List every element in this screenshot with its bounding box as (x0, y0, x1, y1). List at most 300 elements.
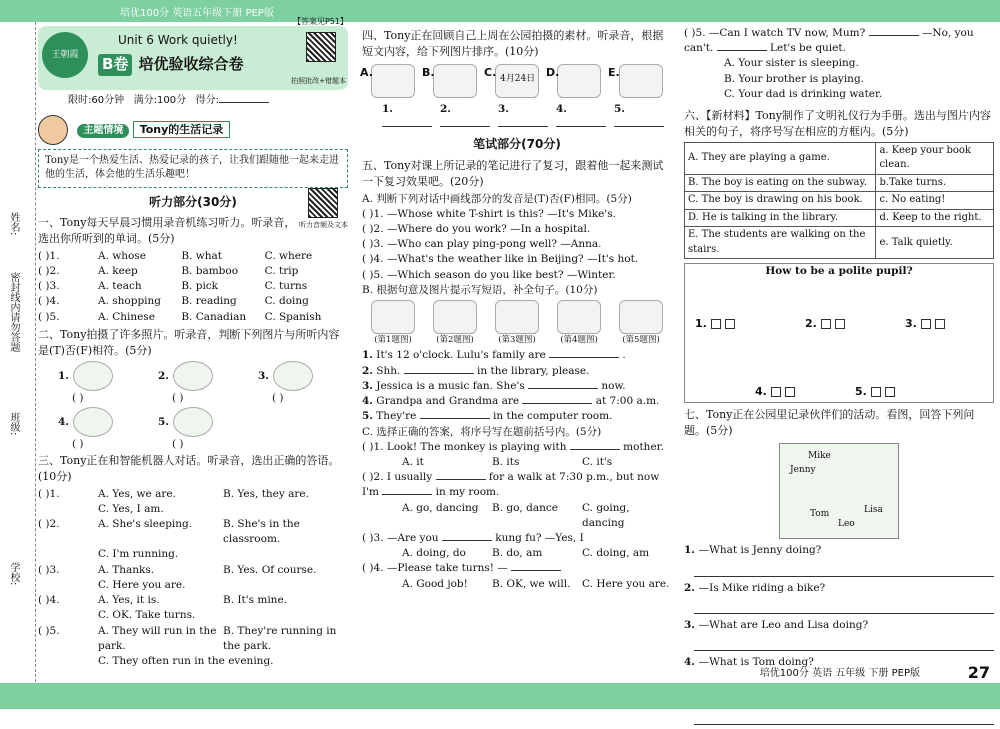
q5c-answer-field-2[interactable] (382, 494, 432, 495)
answer-brackets[interactable]: ( ) (172, 437, 184, 450)
q7-item (684, 618, 994, 633)
q6-left: A. They are playing a game. (685, 142, 876, 174)
q5b-answer-field[interactable] (420, 418, 490, 419)
q3-b: B. It's mine. (223, 594, 287, 607)
q5c-num: ( )1. (362, 440, 387, 453)
q5c-answer-field[interactable] (436, 479, 486, 480)
q2-label: 2. (158, 369, 169, 382)
q3-a: A. Yes, it is. (98, 594, 160, 607)
answer-box[interactable] (871, 387, 881, 397)
page-number: 27 (967, 663, 990, 682)
q5b-text: Shh. (372, 364, 404, 377)
q3-num: ( )5. (38, 624, 60, 637)
polite-num: 5. (855, 385, 871, 399)
q5b-picture (495, 300, 539, 334)
q5c-items (362, 440, 672, 592)
q5b-item (362, 409, 672, 424)
score-label: 得分: (195, 95, 220, 106)
q5a-item: ( )4. —What's the weather like in Beijing? —It's hot. (362, 253, 639, 266)
q5b-num: 1. (362, 349, 373, 362)
q3-b: B. They're running in the park. (223, 624, 337, 652)
theme-name: Tony的生活记录 (133, 121, 231, 139)
photo-image (173, 361, 213, 391)
polite-answer-item (905, 316, 945, 332)
tony-avatar (38, 115, 68, 145)
q5c-text: —Can I watch TV now, Mum? (708, 27, 869, 39)
photo-image (73, 361, 113, 391)
footer-text: 培优100分 英语 五年级 下册 PEP版 (759, 668, 920, 679)
q4-pic-label: B. (422, 65, 435, 79)
q4-blank-num: 4. (556, 102, 567, 115)
writing-title: 笔试部分(70分) (473, 137, 561, 152)
score-field[interactable] (219, 102, 269, 103)
q5c-options (362, 501, 672, 531)
q4-blanks (362, 102, 672, 132)
q3-c: C. I'm running. (98, 548, 179, 561)
q3-num: ( )3. (38, 563, 60, 576)
q3-a: A. She's sleeping. (98, 518, 193, 531)
q5a-item: ( )3. —Who can play ping-pong well? —Anna. (362, 238, 602, 251)
school-label: 学校: (8, 562, 19, 586)
polite-title: How to be a polite pupil? (765, 265, 913, 278)
q6-row (685, 192, 994, 210)
q5b-picture-item (619, 300, 663, 346)
unit-title: Unit 6 Work quietly! (118, 33, 238, 47)
q5c-a: A. go, dancing (402, 501, 479, 514)
q5c-text: I usually (386, 471, 436, 484)
q5b-item (362, 348, 672, 363)
q5c-answer-field[interactable] (511, 570, 561, 571)
q5b-text: It's 12 o'clock. Lulu's family are (372, 349, 550, 362)
q5c-item (362, 561, 672, 576)
q4-pictures (362, 64, 672, 98)
theme-label: 主题情境 (77, 124, 129, 139)
q1-a: A. Chinese (98, 310, 155, 323)
q5c-c: C. it's (582, 455, 613, 468)
q5b-caption: (第4题图) (560, 335, 598, 346)
q5c-b: B. go, dance (492, 501, 558, 514)
q5c-b: B. its (492, 455, 520, 468)
q2-pictures (38, 361, 348, 451)
q5b-text: Jessica is a music fan. She's (372, 379, 529, 392)
q5b-caption: (第3题图) (498, 335, 536, 346)
q4-blank (382, 102, 440, 132)
q5c-a: A. Good job! (402, 577, 468, 590)
q5c-text3: in my room. (432, 486, 500, 499)
bottom-band (0, 683, 1000, 709)
q5b-caption: (第5题图) (622, 335, 660, 346)
q5c-a: A. it (402, 455, 424, 468)
q3-item (38, 487, 348, 502)
q5b-item (362, 364, 672, 379)
q6-stem: 六、【新材料】Tony制作了文明礼仪行为手册。选出与图片内容相关的句子，将序号写在相应的方框内。(5分) (684, 109, 991, 139)
q5b-picture-item (495, 300, 539, 346)
header-title: 培优100分 英语五年级下册 PEP版 (120, 8, 274, 19)
q6-row (685, 209, 994, 227)
q4-picture (546, 64, 601, 98)
q5b-picture (619, 300, 663, 334)
answer-ref: 【答案见P51】 (292, 17, 348, 26)
q5c-text2: mother. (619, 440, 664, 453)
intro-text: Tony是一个热爱生活、热爱记录的孩子，让我们跟随他一起来走进他的生活，体会他的生活乐趣吧！ (38, 149, 348, 188)
q5b-caption: (第1题图) (374, 335, 412, 346)
answer-box[interactable] (771, 387, 781, 397)
q5b-answer-field[interactable] (522, 403, 592, 404)
q2-picture-item (58, 407, 113, 452)
q3-b: B. Yes, they are. (223, 487, 309, 500)
q1-b: B. what (181, 249, 222, 262)
q6-right: c. No eating! (876, 192, 994, 210)
q5a-item: ( )1. —Whose white T-shirt is this? —It's Mike's. (362, 207, 616, 220)
scene-name-label: Mike (808, 451, 831, 462)
q3-a: A. They will run in the park. (98, 624, 217, 652)
q7-question: —Is Mike riding a bike? (698, 581, 826, 594)
q6-left: E. The students are walking on the stairs. (685, 227, 876, 259)
q5c-options (362, 546, 672, 561)
q1-b: B. reading (181, 295, 237, 308)
q6-left: D. He is talking in the library. (685, 209, 876, 227)
polite-answer-item (855, 384, 895, 400)
q5c-option: A. Your sister is sleeping. (724, 57, 859, 70)
q5b-item (362, 379, 672, 394)
q3-num: ( )2. (38, 518, 60, 531)
answer-box[interactable] (835, 319, 845, 329)
q5c-text: —Please take turns! — (386, 562, 512, 575)
qr-caption: 拍照批改+错题本 (291, 77, 346, 85)
answer-brackets[interactable]: ( ) (272, 391, 284, 404)
answer-box[interactable] (921, 319, 931, 329)
q4-blank-num: 1. (382, 102, 393, 115)
exam-title (98, 54, 243, 76)
q1-b: B. bamboo (181, 264, 239, 277)
q3-num: ( )4. (38, 594, 60, 607)
answer-box[interactable] (885, 387, 895, 397)
q6-right: e. Talk quietly. (876, 227, 994, 259)
q5c-text: Look! The monkey is playing with (386, 440, 570, 453)
q4-blank (556, 102, 614, 132)
q7-num: 3. (684, 618, 699, 631)
q5c-answer-field[interactable] (442, 540, 492, 541)
scene-name-label: Jenny (790, 465, 816, 476)
q5c-answer-field-2[interactable] (717, 50, 767, 51)
q5c-c: C. doing, am (582, 547, 650, 560)
q5c-c: C. Here you are. (582, 577, 670, 590)
photo-image (273, 361, 313, 391)
q4-blank-field[interactable] (440, 126, 490, 127)
q1-c: C. Spanish (264, 310, 322, 323)
q7-num: 4. (684, 656, 699, 668)
q3-item (38, 517, 348, 547)
q5b-item (362, 394, 672, 409)
q6-right: a. Keep your book clean. (876, 142, 994, 174)
q5c-b: B. OK, we will. (492, 577, 571, 590)
q4-picture (422, 64, 477, 98)
q5b-picture-item (371, 300, 415, 346)
exam-title-text: 培优验收综合卷 (138, 55, 244, 73)
q4-blank-field[interactable] (498, 126, 548, 127)
q1-a: A. teach (98, 280, 142, 293)
q6-row (685, 174, 994, 192)
polite-answer-item (695, 316, 735, 332)
seal-note: 密封线内请勿答题 (8, 272, 19, 352)
class-label: 班级: (8, 412, 19, 436)
polite-answer-item (755, 384, 795, 400)
q7-answer-line[interactable] (694, 565, 994, 577)
q5c-answer-field[interactable] (570, 449, 620, 450)
q1-c: C. trip (264, 264, 299, 277)
q7-answer-line[interactable] (694, 713, 994, 725)
q7-question: —What is Jenny doing? (698, 544, 822, 557)
q4-stem: 四、Tony正在回顾自己上周在公园拍摄的素材。听录音，根据短文内容，给下列图片排序。(10分) (362, 29, 664, 58)
q7-num: 1. (684, 544, 699, 557)
q5b-answer-field[interactable] (404, 373, 474, 374)
q5c-text2: kung fu? —Yes, I (491, 532, 584, 545)
q5b-picture (557, 300, 601, 334)
q5c-options (362, 577, 672, 592)
answer-box[interactable] (711, 319, 721, 329)
q3-c: C. Here you are. (98, 578, 186, 591)
q6-right: b.Take turns. (876, 174, 994, 192)
q5b-picture-item (557, 300, 601, 346)
polite-num: 3. (905, 317, 921, 331)
q2-stem: 二、Tony拍摄了许多照片。听录音，判断下列图片与所听内容是(T)否(F)相符。(5分) (38, 327, 340, 357)
scene-name-label: Lisa (864, 505, 883, 516)
q4-blank-field[interactable] (614, 126, 664, 127)
q5c-item (362, 531, 672, 546)
q1-n: ( )4. (38, 295, 60, 308)
q5b-text-end: now. (598, 379, 626, 392)
q4-picture (608, 64, 663, 98)
q7-num: 2. (684, 581, 699, 594)
q5b-picture-item (433, 300, 477, 346)
q5b-items (362, 348, 672, 424)
q3-c: C. They often run in the evening. (98, 655, 274, 668)
q4-blank (440, 102, 498, 132)
q6-row (685, 227, 994, 259)
q3-c: C. Yes, I am. (98, 502, 164, 515)
q5a-item: ( )2. —Where do you work? —In a hospital. (362, 223, 591, 236)
part-badge: B卷 (98, 54, 132, 76)
q5b-text-end: . (619, 349, 626, 362)
q1-n: ( )5. (38, 310, 60, 323)
time-limit: 限时:60分钟 (68, 95, 125, 106)
q1-b: B. Canadian (181, 310, 247, 323)
q5b-text-end: at 7:00 a.m. (592, 395, 660, 408)
scene-name-label: Tom (810, 509, 830, 520)
q5b-pictures (362, 300, 672, 346)
q1-stem: 一、Tony每天早晨习惯用录音机练习听力。听录音，选出你所听到的单词。(5分) (38, 215, 296, 245)
q4-pic-label: D. (546, 65, 560, 79)
q1-b: B. pick (181, 280, 219, 293)
q5a-items (362, 207, 672, 283)
q7-question: —What is Tom doing? (698, 656, 814, 668)
answer-brackets[interactable]: ( ) (72, 437, 84, 450)
q2-label: 1. (58, 369, 69, 382)
q4-blank-num: 3. (498, 102, 509, 115)
q4-pic-label: E. (608, 65, 620, 79)
q5b-text: They're (372, 410, 420, 423)
q1-item (38, 310, 348, 325)
photo-image (173, 407, 213, 437)
q1-n: ( )2. (38, 264, 60, 277)
q3-c: C. OK. Take turns. (98, 609, 196, 622)
q5b-num: 4. (362, 395, 373, 408)
q4-blank-field[interactable] (382, 126, 432, 127)
polite-num: 2. (805, 317, 821, 331)
q5b-stem: B. 根据句意及图片提示写短语，补全句子。(10分) (362, 283, 598, 296)
q5b-caption: (第2题图) (436, 335, 474, 346)
column-1 (38, 17, 348, 669)
q4-pic-label: A. (360, 65, 373, 79)
q1-n: ( )3. (38, 280, 60, 293)
q3-item (38, 624, 348, 654)
q5c-num: ( )5. (684, 27, 709, 39)
q4-blank-num: 5. (614, 102, 625, 115)
q5c-item-5 (684, 26, 994, 102)
calendar-date: 4月24日 (500, 73, 536, 84)
full-score: 满分:100分 (133, 95, 187, 106)
park-scene (779, 443, 899, 539)
q6-left: C. The boy is drawing on his book. (685, 192, 876, 210)
q6-row (685, 142, 994, 174)
q7-question: —What are Leo and Lisa doing? (698, 618, 869, 631)
q2-label: 4. (58, 415, 69, 428)
q1-c: C. turns (264, 280, 308, 293)
q2-label: 5. (158, 415, 169, 428)
polite-answer-item (805, 316, 845, 332)
scene-name-label: Leo (838, 519, 855, 530)
q7-answer-line[interactable] (694, 639, 994, 651)
q5c-num: ( )3. (362, 532, 387, 545)
q5b-picture (433, 300, 477, 334)
banner (38, 17, 348, 90)
polite-num: 4. (755, 385, 771, 399)
q4-blank (614, 102, 672, 132)
q5a-item: ( )5. —Which season do you like best? —Winter. (362, 268, 616, 281)
q5c-b: B. do, am (492, 547, 543, 560)
q2-picture-item (58, 361, 113, 406)
q5c-text3: Let's be quiet. (766, 42, 846, 55)
q2-label: 3. (258, 369, 269, 382)
q5a-stem: A. 判断下列对话中画线部分的发音是(T)否(F)相同。(5分) (362, 192, 632, 205)
q3-b: B. She's in the classroom. (223, 518, 300, 546)
q1-items (38, 249, 348, 325)
q6-match-table (684, 142, 994, 260)
q5b-answer-field[interactable] (549, 357, 619, 358)
q2-picture-item (158, 361, 213, 406)
q1-n: ( )1. (38, 249, 60, 262)
q5c-item (684, 26, 994, 56)
q5c-text2: for a walk at 7:30 p.m., but now I'm (362, 471, 660, 499)
q5b-text-end: in the library, please. (473, 364, 590, 377)
q3-a: A. Yes, we are. (98, 487, 176, 500)
photo-image (73, 407, 113, 437)
top-band (0, 0, 1000, 22)
q5c-answer-field[interactable] (869, 35, 919, 36)
listening-title: 听力部分(30分) (149, 194, 237, 209)
q1-item (38, 279, 348, 294)
answer-box[interactable] (821, 319, 831, 329)
qr-code-icon[interactable] (306, 32, 336, 62)
q1-item (38, 249, 348, 264)
audio-qr-icon[interactable] (308, 188, 338, 218)
q5b-text: Grandpa and Grandma are (372, 395, 523, 408)
q4-pic-label: C. (484, 65, 497, 79)
q5c-option: C. Your dad is drinking water. (724, 87, 883, 100)
q1-a: A. keep (98, 264, 138, 277)
q4-blank-field[interactable] (556, 126, 606, 127)
theme-row (38, 115, 348, 145)
q5-stem: 五、Tony对课上所记录的笔记进行了复习，跟着他一起来测试一下复习效果吧。(20分) (362, 158, 664, 188)
q5c-a: A. doing, do (402, 547, 466, 560)
exam-meta (68, 94, 348, 109)
q5c-options (362, 455, 672, 470)
q5c-item (362, 470, 672, 500)
q5c-stem: C. 选择正确的答案，将序号写在题前括号内。(5分) (362, 425, 602, 438)
q1-item (38, 294, 348, 309)
q3-stem: 三、Tony正在和智能机器人对话。听录音，选出正确的答语。(10分) (38, 453, 340, 483)
q1-a: A. shopping (98, 295, 162, 308)
column-2 (362, 26, 672, 592)
q5b-num: 3. (362, 379, 373, 392)
q7-answer-line[interactable] (694, 602, 994, 614)
q7-item (684, 581, 994, 596)
q5b-text-end: in the computer room. (489, 410, 613, 423)
answer-box[interactable] (785, 387, 795, 397)
q3-item (38, 563, 348, 578)
q5c-text2: —No, you can't. (684, 27, 974, 55)
q5b-picture (371, 300, 415, 334)
q5c-option: B. Your brother is playing. (724, 72, 865, 85)
q5c-num: ( )4. (362, 562, 387, 575)
q4-picture (360, 64, 415, 98)
q5b-num: 2. (362, 364, 373, 377)
q5c-num: ( )2. (362, 471, 387, 484)
q3-a: A. Thanks. (98, 563, 155, 576)
answer-box[interactable] (725, 319, 735, 329)
q3-items (38, 487, 348, 670)
binding-margin (0, 22, 36, 682)
answer-brackets[interactable]: ( ) (72, 391, 84, 404)
q3-num: ( )1. (38, 487, 60, 500)
answer-brackets[interactable]: ( ) (172, 391, 184, 404)
q5b-num: 5. (362, 410, 373, 423)
q1-a: A. whose (98, 249, 146, 262)
answer-box[interactable] (935, 319, 945, 329)
q7-stem: 七、Tony正在公园里记录伙伴们的活动。看图，回答下列问题。(5分) (684, 408, 975, 438)
brand-logo: 王朝霞 (42, 32, 88, 78)
q4-blank-num: 2. (440, 102, 451, 115)
polite-pupil-box (684, 263, 994, 403)
q7-item (684, 543, 994, 558)
column-3 (684, 26, 994, 729)
q4-picture (484, 64, 539, 98)
q1-c: C. where (264, 249, 313, 262)
q2-picture-item (258, 361, 313, 406)
q3-item (38, 593, 348, 608)
q3-b: B. Yes. Of course. (223, 563, 317, 576)
q6-left: B. The boy is eating on the subway. (685, 174, 876, 192)
q2-picture-item (158, 407, 213, 452)
q1-c: C. doing (264, 295, 309, 308)
polite-num: 1. (695, 317, 711, 331)
q5b-answer-field[interactable] (528, 388, 598, 389)
audio-qr-caption: 听力音频及文本 (299, 221, 348, 229)
q4-blank (498, 102, 556, 132)
name-label: 姓名: (8, 212, 19, 236)
q5c-c: C. going, dancing (582, 501, 630, 529)
q6-right: d. Keep to the right. (876, 209, 994, 227)
